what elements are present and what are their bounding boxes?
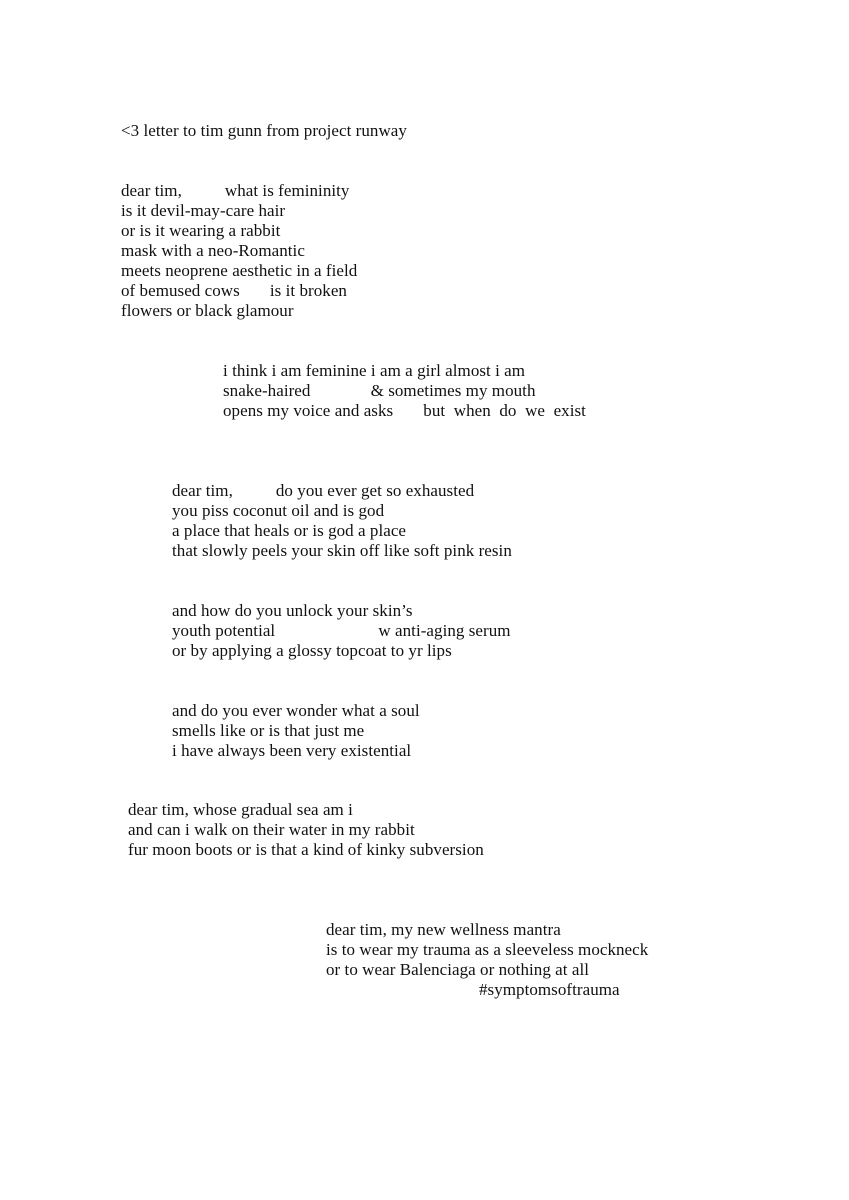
poem-line: a place that heals or is god a place — [172, 521, 407, 540]
poem-line: or to wear Balenciaga or nothing at all — [326, 960, 589, 979]
poem-line: and how do you unlock your skin’s — [172, 601, 413, 620]
poem-line: dear tim, do you ever get so exhausted — [172, 481, 475, 500]
poem-line: that slowly peels your skin off like soft pink resin — [172, 541, 512, 560]
poem-line: or by applying a glossy topcoat to yr lips — [172, 641, 452, 660]
poem-line: mask with a neo-Romantic — [121, 241, 305, 260]
poem-line: meets neoprene aesthetic in a field — [121, 261, 358, 280]
poem-line: you piss coconut oil and is god — [172, 501, 385, 520]
poem-line: dear tim, what is femininity — [121, 181, 350, 200]
poem-title: <3 letter to tim gunn from project runway — [121, 121, 407, 140]
poem-line: i have always been very existential — [172, 741, 412, 760]
poem-line: of bemused cows is it broken — [121, 281, 347, 300]
hashtag: #symptomsoftrauma — [479, 980, 620, 999]
poem-line: i think i am feminine i am a girl almost i am — [223, 361, 526, 380]
poem-line: and can i walk on their water in my rabbit — [128, 820, 415, 839]
poem-line: and do you ever wonder what a soul — [172, 701, 420, 720]
poem-line: is it devil-may-care hair — [121, 201, 286, 220]
poem-line: flowers or black glamour — [121, 301, 294, 320]
poem-line: dear tim, my new wellness mantra — [326, 920, 561, 939]
poem-line: snake-haired & sometimes my mouth — [223, 381, 536, 400]
poem-line: smells like or is that just me — [172, 721, 365, 740]
poem-line: opens my voice and asks but when do we exist — [223, 401, 586, 420]
poem-line: youth potential w anti-aging serum — [172, 621, 511, 640]
poem-line: or is it wearing a rabbit — [121, 221, 281, 240]
poem-line: dear tim, whose gradual sea am i — [128, 800, 353, 819]
poem-line: fur moon boots or is that a kind of kinky subversion — [128, 840, 484, 859]
poem-line: is to wear my trauma as a sleeveless mockneck — [326, 940, 649, 959]
